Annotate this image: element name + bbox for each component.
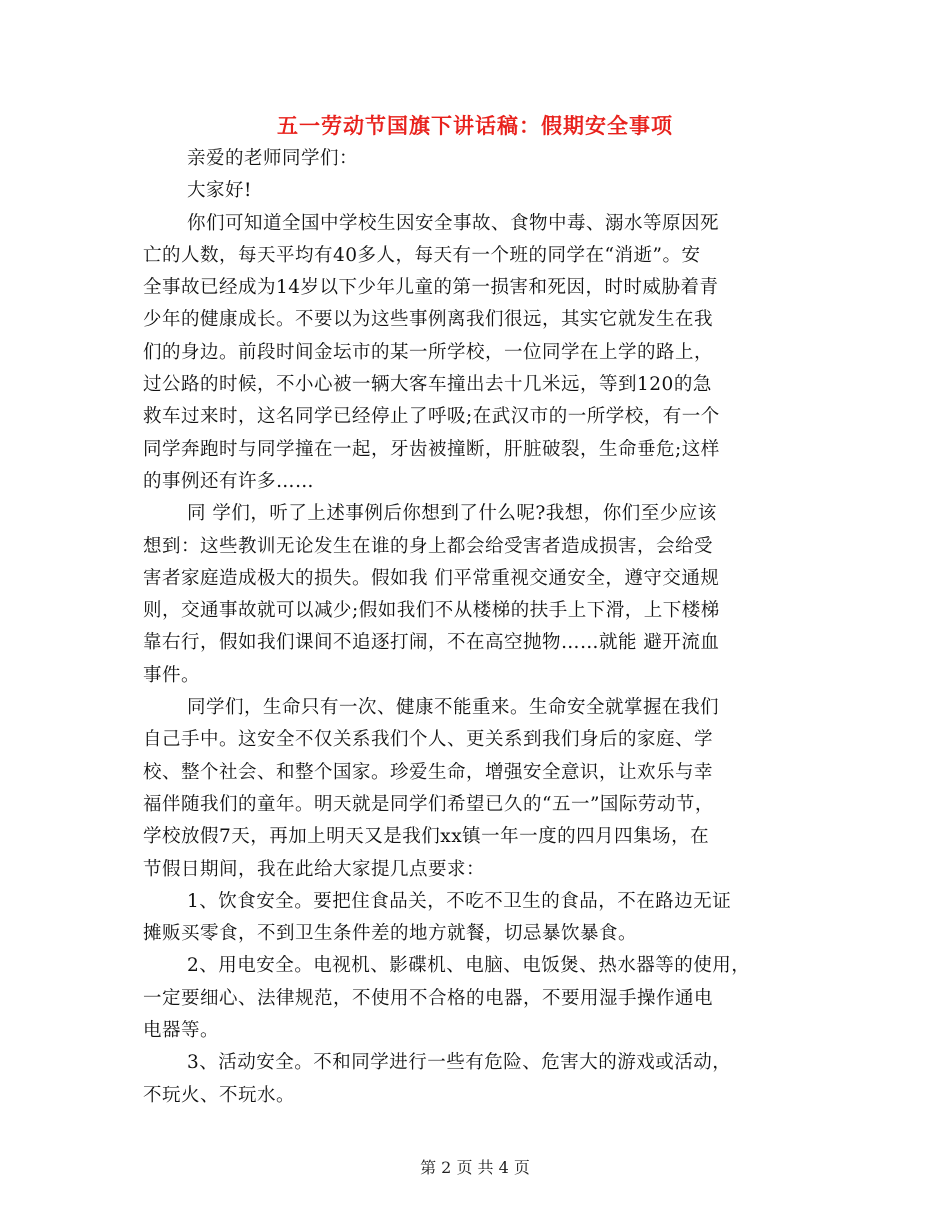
body-line: 亲爱的老师同学们： xyxy=(187,148,359,169)
body-line: 则，交通事故就可以减少;假如我们不从楼梯的扶手上下滑，上下楼梯 xyxy=(143,600,720,622)
page-footer: 第 2 页 共 4 页 xyxy=(420,1158,530,1177)
body-line: 想到：这些教训无论发生在谁的身上都会给受害者造成损害，会给受 xyxy=(143,535,714,557)
body-line: 学校放假7天，再加上明天又是我们xx镇一年一度的四月四集场，在 xyxy=(143,826,710,848)
body-line: 们的身边。前段时间金坛市的某一所学校，一位同学在上学的路上， xyxy=(143,341,714,363)
document-title: 五一劳动节国旗下讲话稿：假期安全事项 xyxy=(277,114,673,138)
body-line: 自己手中。这安全不仅关系我们个人、更关系到我们身后的家庭、学 xyxy=(143,729,714,751)
body-line: 电器等。 xyxy=(143,1020,220,1042)
body-line: 福伴随我们的童年。明天就是同学们希望已久的“五一”国际劳动节， xyxy=(143,793,714,815)
body-line: 的事例还有许多…… xyxy=(143,470,315,492)
body-line: 3、活动安全。不和同学进行一些有危险、危害大的游戏或活动， xyxy=(187,1052,732,1074)
body-line: 校、整个社会、和整个国家。珍爱生命，增强安全意识，让欢乐与幸 xyxy=(143,761,714,783)
body-line: 靠右行，假如我们课间不追逐打闹，不在高空抛物……就能 避开流血 xyxy=(143,632,720,654)
body-line: 2、用电安全。电视机、影碟机、电脑、电饭煲、热水器等的使用， xyxy=(187,955,751,977)
body-line: 事件。 xyxy=(143,664,201,686)
body-line: 同 学们，听了上述事例后你想到了什么呢?我想，你们至少应该 xyxy=(187,503,717,525)
body-line: 同学们，生命只有一次、健康不能重来。生命安全就掌握在我们 xyxy=(187,697,720,719)
body-line: 亡的人数，每天平均有40多人，每天有一个班的同学在“消逝”。安 xyxy=(143,244,701,266)
body-line: 你们可知道全国中学校生因安全事故、食物中毒、溺水等原因死 xyxy=(187,212,720,234)
body-line: 过公路的时候，不小心被一辆大客车撞出去十几米远，等到120的急 xyxy=(143,374,712,396)
body-line: 害者家庭造成极大的损失。假如我 们平常重视交通安全，遵守交通规 xyxy=(143,567,720,589)
body-line: 节假日期间，我在此给大家提几点要求： xyxy=(143,858,486,880)
body-line: 不玩火、不玩水。 xyxy=(143,1084,296,1106)
body-line: 同学奔跑时与同学撞在一起，牙齿被撞断，肝脏破裂，生命垂危;这样 xyxy=(143,438,720,460)
body-line: 少年的健康成长。不要以为这些事例离我们很远，其实它就发生在我 xyxy=(143,309,714,331)
body-line: 救车过来时，这名同学已经停止了呼吸;在武汉市的一所学校，有一个 xyxy=(143,406,720,428)
document-body xyxy=(143,143,813,1112)
body-line: 大家好! xyxy=(187,180,252,202)
body-line: 1、饮食安全。要把住食品关，不吃不卫生的食品，不在路边无证 xyxy=(187,890,732,912)
body-line: 摊贩买零食，不到卫生条件差的地方就餐，切忌暴饮暴食。 xyxy=(143,923,638,945)
body-line: 一定要细心、法律规范，不使用不合格的电器，不要用湿手操作通电 xyxy=(143,987,714,1009)
body-line: 全事故已经成为14岁以下少年儿童的第一损害和死因，时时威胁着青 xyxy=(143,277,719,299)
